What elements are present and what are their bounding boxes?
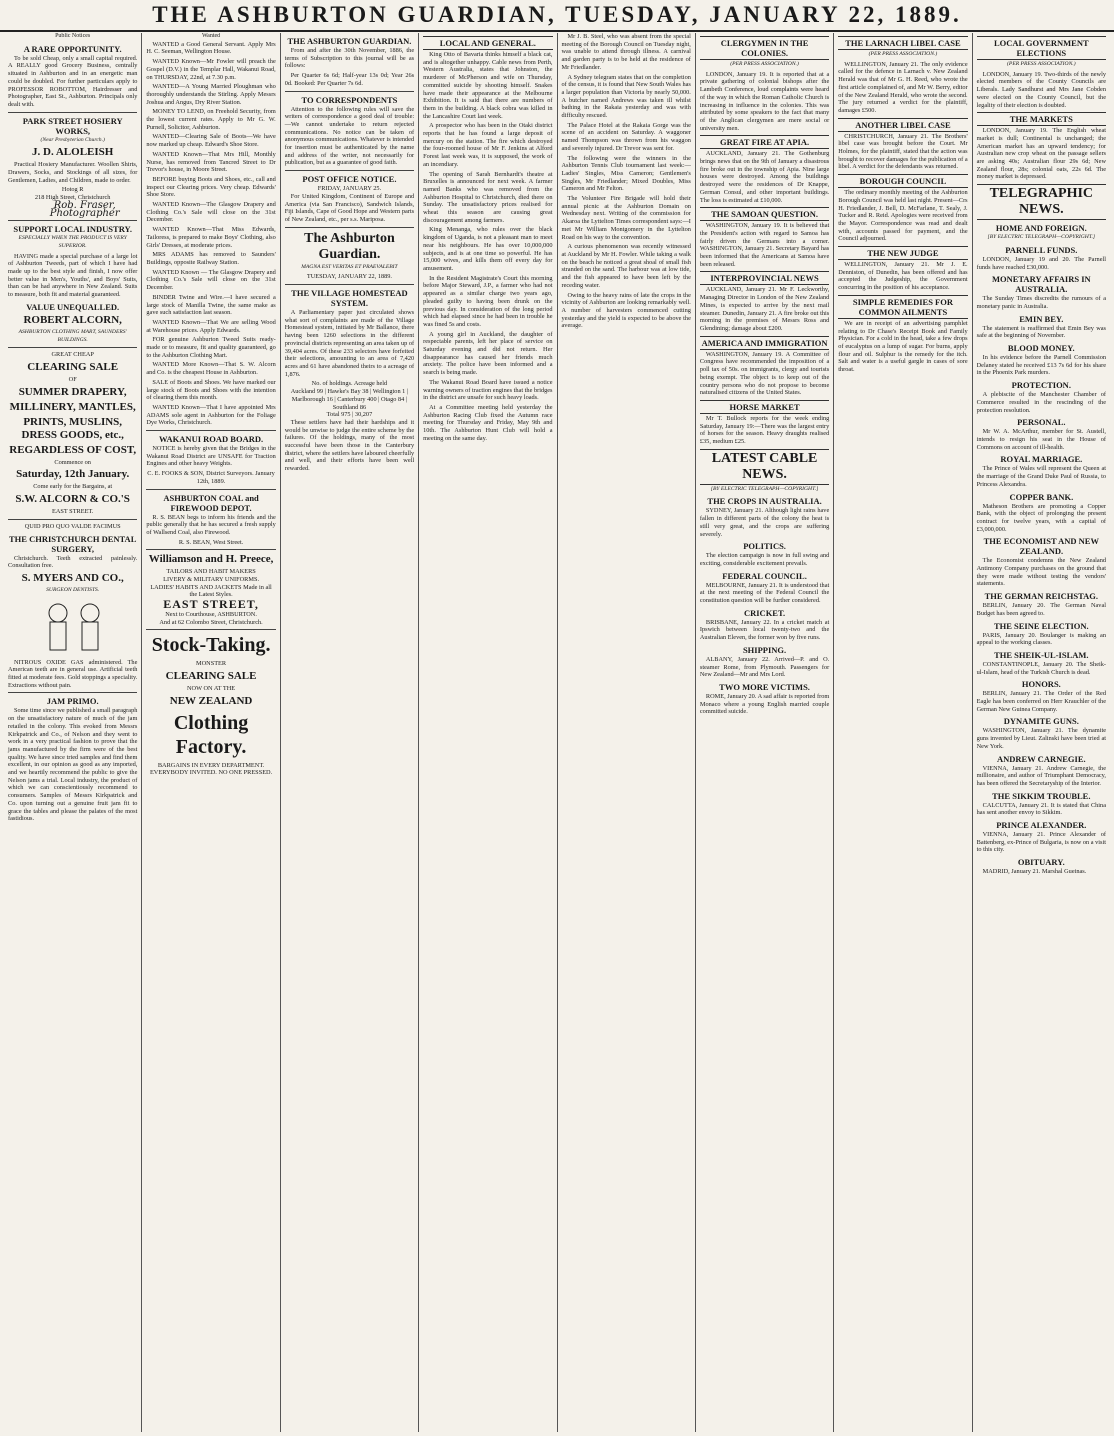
article-text: A Parliamentary paper just circulated shows what sort of complaints are made of the Village Homestead system, initiated by Mr Ballance, there having been 1260 selections in the different provincial districts representing an area taken up of 39,404 acres. Of these 233 selectors have forfeited their selections, amounting to an area of 7,420 acres and 61 have abandoned theirs to a acreage of 1,876. bbox=[284, 309, 415, 378]
article-text: AUCKLAND, January 21. Mr F. Leckworthy, Managing Director in London of the New Zealand Mines, is expected to arrive by the next mail steamer. Dunedin, January 21. A fire broke out this morning in the premises of Messrs Ross and Glendining; damage about £200. bbox=[699, 286, 830, 332]
headline: CRICKET. bbox=[743, 607, 786, 618]
article-text: Mr W. A. McArthur, member for St. Austell, intends to resign his seat in the House of Commons on account of ill-health. bbox=[976, 428, 1106, 451]
article-text: At a Committee meeting held yesterday the Ashburton Racing Club fixed the Autumn race meeting for Thursday and Friday, May 9th and 10th. The Ashburton Hunt Club will hold a meeting on the same day. bbox=[423, 403, 553, 442]
paper-title: The Ashburton Guardian. bbox=[304, 230, 395, 262]
article-text: A plebiscite of the Manchester Chamber of Commerce resulted in the rescinding of the protection resolution. bbox=[976, 391, 1106, 414]
headline: TWO MORE VICTIMS. bbox=[719, 681, 810, 692]
subheadline: ESPECIALLY WHEN THE PRODUCT IS VERY SUPERIOR. bbox=[18, 235, 127, 249]
divider bbox=[8, 692, 137, 693]
headline: INTERPROVINCIAL NEWS bbox=[700, 271, 829, 285]
article-text: The election campaign is now in full swing and exciting, considerable excitement prevails. bbox=[699, 552, 830, 567]
divider bbox=[8, 220, 137, 221]
subheadline: ASHBURTON CLOTHING MART, SAUNDERS' BUILDINGS. bbox=[18, 328, 127, 343]
headline: ANDREW CARNEGIE. bbox=[996, 753, 1086, 764]
divider bbox=[146, 430, 275, 431]
classified-ad: WANTED Known—That Mrs Hill, Monthly Nurse, has removed from Tancred Street to Dr Trevor's house, in Moore Street. bbox=[146, 150, 276, 174]
classified-ad: BINDER Twine and Wire.—I have secured a large stock of Manilla Twine, the same make as gave such satisfaction last season. bbox=[146, 293, 276, 317]
article-text: CHRISTCHURCH, January 21. The Brothers' libel case was brought before the Court. Mr Holmes, for the plaintiff, stated that the action was brought to recover damages for the publication of a libel. A verdict for the defendants was returned. bbox=[838, 132, 968, 171]
article-text: The following were the winners in the Ashburton Tennis Club tournament last week:—Ladies' Singles, Miss Cameron; Gentlemen's Singles, Mr Friedlander; Mixed Doubles, Miss Cameron and Mr Felton. bbox=[561, 154, 691, 193]
ad-text: NOW ON AT THE bbox=[187, 685, 236, 692]
subheadline: (PER PRESS ASSOCIATION.) bbox=[1007, 61, 1076, 67]
headline: THE VILLAGE HOMESTEAD SYSTEM. bbox=[291, 288, 408, 309]
headline: HONORS. bbox=[1021, 679, 1061, 690]
article-text: BERLIN, January 20. The German Naval Budget has been agreed to. bbox=[976, 602, 1106, 617]
headline: ROYAL MARRIAGE. bbox=[1000, 454, 1083, 465]
article-text: Owing to the heavy rains of late the crops in the vicinity of Ashburton are looking remarkably well. A number of harvesters commenced cutting yesterday and the yield is expected to be above the average. bbox=[561, 291, 691, 330]
article-text: King Otto of Bavaria thinks himself a black cat, and is altogether unhappy. Cable news from Perth, Western Australia, states that Johnston, the murderer of McPherson and wife on Thursday, committed suicide by shooting himself. Snakes have made their appearance at the Melbourne Exhibition. It is said that there are numbers of them in the building. A black cobra was killed in the Lancashire Court last week. bbox=[423, 51, 553, 120]
ad-text: GREAT CHEAP bbox=[51, 351, 94, 359]
classified-ad: WANTED—Clearing Sale of Boots—We have now marked up cheap. Edward's Shoe Store. bbox=[146, 133, 276, 149]
headline: BLOOD MONEY. bbox=[1007, 343, 1075, 354]
article-text: Matheson Brothers are promoting a Copper Bank, with the object of prolonging the present contract for twelve years, with a capital of £3,000,000. bbox=[976, 502, 1106, 533]
notice-signature: C. E. FOOKS & SON, District Surveyors. January 12th, 1889. bbox=[147, 470, 275, 485]
headline: PROTECTION. bbox=[1011, 380, 1071, 391]
ad-text: NITROUS OXIDE GAS administered. The American teeth are in general use. Artificial teeth fitted at moderate fees. Gold stoppings a speciality. Extractions without pain. bbox=[8, 658, 138, 689]
headline: A RARE OPPORTUNITY. bbox=[23, 43, 122, 54]
article-text: WASHINGTON, January 19. A Committee of Congress have recommended the imposition of a poll tax of 50s. on immigrants, clergy and tourists being exempt. The object is to keep out of the country persons who do not propose to become naturalised citizens of the United States. bbox=[699, 350, 830, 397]
classified-ad: FOR genuine Ashburton Tweed Suits ready-made or to measure, fit and quality guaranteed, go to the Ashburton Clothing Mart. bbox=[146, 336, 276, 359]
article-text: Mr J. B. Steel, who was absent from the special meeting of the Borough Council on Tuesday night, was unable to attend through illness. A carnival and garden party is to be held at the residence of Mr Friedlander. bbox=[561, 33, 691, 71]
article-text: WELLINGTON, January 21. Mr J. E. Denniston, of Dunedin, has been offered and has accepted the Judgeship, the Government concurring in the position of his acceptance. bbox=[838, 261, 968, 292]
article-text: A Sydney telegram states that on the completion of the census, it is found that New South Wales has a larger population than Victoria by nearly 50,000. A butcher named Andrews was taken ill whilst bathing in the Rakaia yesterday and was with difficulty rescued. bbox=[561, 73, 691, 120]
ad-text: LIVERY & MILITARY UNIFORMS. bbox=[163, 576, 260, 584]
ad-headline: Stock-Taking. bbox=[151, 634, 271, 657]
column-5 bbox=[558, 33, 696, 1432]
article-text: The Sunday Times discredits the rumours of a monetary panic in Australia. bbox=[976, 295, 1106, 310]
divider bbox=[146, 489, 275, 490]
article-text: In the Resident Magistrate's Court this morning before Major Steward, J.P., a farmer who had not appeared as a similar charge two years ago, pleaded guilty to having been drunk on the previous day. In consideration of the long period which had elapsed since he had been in trouble he was fined 5s and costs. bbox=[423, 274, 553, 328]
classified-ad: WANTED—A Young Married Ploughman who thoroughly understands the Stirling. Apply Messrs Joshua and Angus, Dry River Station. bbox=[146, 83, 276, 106]
article-text: BERLIN, January 21. The Order of the Red Eagle has been conferred on Herr Krauchler of the German New Guinea Company. bbox=[976, 690, 1106, 713]
article-text: The Volunteer Fire Brigade will hold their annual picnic at the Ashburton Domain on Wednesday next. Writing of the commission for Akaroa the Lyttelton Times correspondent says:—I met Mr William Montgomery in the Lyttelton Road on his way to the convention. bbox=[561, 195, 691, 241]
article-text: CONSTANTINOPLE, January 20. The Sheik-ul-Islam, head of the Turkish Church is dead. bbox=[976, 660, 1106, 676]
article-text: From and after the 30th November, 1886, the terms of Subscription to this journal will be as follows: bbox=[284, 47, 415, 70]
notice-text: NOTICE is hereby given that the Bridges in the Wakanui Road District are UNSAFE for Traction Engines and other heavy Weights. bbox=[146, 445, 276, 468]
divider bbox=[285, 227, 414, 228]
column-8 bbox=[973, 33, 1110, 1432]
table-total: Total 975 | 30,207 bbox=[326, 411, 373, 419]
ad-text: Commence on bbox=[54, 458, 91, 466]
ad-text: BARGAINS IN EVERY DEPARTMENT. bbox=[157, 761, 265, 769]
column-4 bbox=[419, 33, 557, 1432]
article-text: For United Kingdom, Continent of Europe and America (via San Francisco), Sandwich Islands, Fiji Islands, Cape of Good Hope and Western parts of New Zealand, etc., per s.s. Mariposa. bbox=[284, 192, 415, 223]
ad-text: R. S. BEAN begs to inform his friends and the public generally that he has secured a fresh supply of Wallsend Coal, also Firewood. bbox=[146, 513, 276, 536]
subheadline: (PER PRESS ASSOCIATION.) bbox=[868, 51, 938, 57]
article-text: LONDON, January 19. Two-thirds of the newly elected members of the County Councils are Liberals. Lady Sandhurst and Mrs Jane Cobden were elected on the County Council, but the legality of their election is doubted. bbox=[976, 70, 1106, 109]
subheadline: HOME AND FOREIGN. bbox=[995, 223, 1087, 234]
ad-headline: SUMMER DRAPERY, bbox=[18, 385, 127, 398]
classified-ad: MRS ADAMS has removed to Saunders' Buildings, opposite Railway Station. bbox=[146, 251, 276, 266]
ad-signature: R. S. BEAN, West Street. bbox=[178, 538, 244, 546]
headline: EMIN BEY. bbox=[1019, 313, 1064, 324]
headline: BOROUGH COUNCIL bbox=[838, 174, 967, 188]
ad-name: S. MYERS AND CO., bbox=[21, 571, 124, 584]
headline: ASHBURTON COAL and FIREWOOD DEPOT. bbox=[163, 492, 259, 513]
article-text: WASHINGTON, January 21. The dynamite guns invented by Lieut. Zalinski have been tried at New York. bbox=[976, 727, 1106, 750]
headline: THE GERMAN REICHSTAG. bbox=[984, 591, 1099, 602]
article-text: SYDNEY, January 21. Although light rains have fallen in different parts of the colony the heat is still very great, and the crops are suffering severely. bbox=[699, 507, 830, 538]
subheadline: (Near Presbyterian Church.) bbox=[40, 136, 105, 143]
ad-text: And at 62 Colombo Street, Christchurch. bbox=[159, 618, 263, 626]
issue-date: TUESDAY, JANUARY 22, 1889. bbox=[306, 273, 392, 281]
headline: THE SEINE ELECTION. bbox=[993, 620, 1089, 631]
headline: VALUE UNEQUALLED. bbox=[26, 301, 120, 312]
headline: THE CHRISTCHURCH DENTAL SURGERY, bbox=[9, 533, 137, 554]
ad-text: TAILORS AND HABIT MAKERS bbox=[166, 568, 256, 576]
headline: POLITICS. bbox=[743, 541, 786, 552]
ad-text: MILLINERY, MANTLES, bbox=[9, 400, 136, 413]
article-text: A curious phenomenon was recently witnessed at Auckland by Mr H. Fowler. While taking a walk on the beach he noticed a great shoal of small fish stranded on the sand. The harbour was at low tide, and the fish appeared to have been left by the receding water. bbox=[561, 243, 691, 289]
masthead-title: THE ASHBURTON GUARDIAN, TUESDAY, JANUARY 22, 1889. bbox=[152, 2, 962, 27]
divider bbox=[8, 347, 137, 348]
headline: THE SIKKIM TROUBLE. bbox=[992, 790, 1091, 801]
article-text: Attention to the following rules will save the writers of correspondence a good deal of trouble:—We cannot undertake to return rejected communications. No notice can be taken of anonymous communications. Whatever is intended for insertion must be authenticated by the name and address of the writer, not necessarily for publication, but as a guarantee of good faith. bbox=[284, 105, 415, 167]
headline: LOCAL AND GENERAL. bbox=[423, 36, 552, 50]
article-text: The Wakanui Road Board have issued a notice warning owners of traction engines that the bridges in the district are unsafe for such heavy loads. bbox=[423, 378, 553, 402]
headline: ANOTHER LIBEL CASE bbox=[838, 118, 967, 132]
headline: POST OFFICE NOTICE. bbox=[302, 174, 397, 185]
classified-ad: WANTED Known—The Glasgow Drapery and Clothing Co.'s Sale will close on the 31st December. bbox=[146, 201, 276, 224]
headline: DYNAMITE GUNS. bbox=[1003, 716, 1079, 727]
divider bbox=[285, 170, 414, 171]
article-text: These settlers have had their hardships and it would be unwise to judge the entire scheme by the failures. Of the holdings, many of the most successful have been those in the Canterbury district, where the settlers have laboured cheerfully and well, and their efforts have been well rewarded. bbox=[284, 418, 415, 473]
article-text: VIENNA, January 21. Andrew Carnegie, the millionaire, and author of Triumphant Democracy, has been offered the Secretaryship of the Interior. bbox=[976, 764, 1106, 787]
paper-motto: MAGNA EST VERITAS ET PRAEVALEBIT bbox=[301, 263, 398, 270]
ad-address: EAST STREET, bbox=[163, 597, 259, 612]
article-text: PARIS, January 20. Boulanger is making an appeal to the working classes. bbox=[976, 631, 1106, 647]
headline: THE MARKETS bbox=[977, 112, 1106, 126]
headline: MONETARY AFFAIRS IN AUSTRALIA. bbox=[991, 274, 1091, 295]
headline: SHIPPING. bbox=[742, 644, 787, 655]
ad-name: Williamson and H. Preece, bbox=[148, 553, 274, 566]
article-text: AUCKLAND, January 21. The Gothenburg brings news that on the 9th of January a disastrous fire broke out in the township of Apia. Nine large houses were destroyed. Among the buildings destroyed were the residences of Dr Knappe, German Consul, and other important buildings. The loss is estimated at £10,000. bbox=[699, 150, 830, 204]
divider bbox=[285, 284, 414, 285]
headline: TELEGRAPHIC NEWS. bbox=[977, 184, 1106, 220]
ad-text: REGARDLESS OF COST, bbox=[9, 443, 137, 456]
subheadline: SURGEON DENTISTS. bbox=[46, 586, 100, 593]
classified-ad: WANTED Known — The Glasgow Drapery and Clothing Co.'s Sale will close on the 31st December. bbox=[146, 268, 276, 292]
article-text: Some time since we published a small paragraph on the unsatisfactory nature of much of the jam retailed in the colony. This evoked from Messrs Kirkpatrick and Co., of Nelson and they went to work in a very practical fashion to prove that the jams manufactured by the firm were of the best quality. We have since tried samples and find them excellent, in our opinion as good as any imported, and we heartily recommend the public to give the Nelson jams a trial. Local industry, the product of which we can conscientiously recommend to consumers. Samples of Messrs Kirkpatrick and Co. upon turning out a genuine fruit jam fit to grace the tables and please the palates of the most fastidious. bbox=[8, 707, 138, 823]
headline: THE CROPS IN AUSTRALIA. bbox=[707, 496, 822, 507]
article-text: King Menanga, who rules over the black kingdom of Uganda, is not a pleasant man to meet near his neighbours. He has over 10,000,000 subjects, and is at one time so powerful. He has 15,000 wives, and kills them off every day for amusement. bbox=[423, 226, 553, 272]
article-text: CALCUTTA, January 21. It is stated that China has sent another envoy to Sikkim. bbox=[976, 801, 1106, 817]
headline: OBITUARY. bbox=[1017, 857, 1065, 868]
article-text: The Economist condemns the New Zealand Antimony Company purchases on the ground that they were made without testing the vendors' statements. bbox=[976, 557, 1106, 588]
article-text: ROME, January 20. A sad affair is reported from Monaco where a young English married couple committed suicide. bbox=[699, 692, 830, 716]
ad-name: S.W. ALCORN & CO.'S bbox=[15, 493, 130, 506]
headline: THE ECONOMIST AND NEW ZEALAND. bbox=[983, 536, 1099, 557]
headline: SIMPLE REMEDIES FOR COMMON AILMENTS bbox=[838, 295, 967, 319]
ad-text: PRINTS, MUSLINS, DRESS GOODS, etc., bbox=[21, 415, 124, 441]
classified-ad: WANTED More Known—That S. W. Alcorn and Co. is the cheapest House in Ashburton. bbox=[146, 361, 276, 377]
ad-text: Christchurch. Teeth extracted painlessly. Consultation free. bbox=[8, 554, 138, 570]
ad-text: NEW ZEALAND bbox=[169, 694, 253, 707]
ad-headline: CLEARING SALE bbox=[165, 670, 257, 682]
ad-address: 218 High Street, Christchurch bbox=[34, 194, 111, 202]
signature-logo: Rob. Fraser, Photographer bbox=[49, 199, 120, 219]
divider bbox=[8, 519, 137, 520]
subheadline: [BY ELECTRIC TELEGRAPH—COPYRIGHT.] bbox=[987, 234, 1096, 241]
article-text: LONDON, January 19 and 20. The Parnell funds have reached £30,000. bbox=[976, 255, 1106, 271]
ad-text: HAVING made a special purchase of a large lot of Ashburton Tweeds, part of which I have had made up to the best style and finish, I now offer better value in Men's, Youths', and Boys' Suits, than can be had anywhere in New Zealand. Suits to measure, both fit and material guaranteed. bbox=[8, 252, 138, 299]
headline: LOCAL GOVERNMENT ELECTIONS bbox=[977, 36, 1106, 60]
article-text: WASHINGTON, January 19. It is believed that the President's action with regard to Samoa has fairly driven the Germans into a corner. WASHINGTON, January 21. Secretary Bayard has been informed that the Americans at Samoa have been released. bbox=[699, 222, 830, 268]
article-text: WELLINGTON, January 21. The only evidence called for the defence in Larnach v. New Zealand Herald was that of Mr G. H. Reed, who wrote the first article complained of, and Mr W. Berry, editor of the New Zealand Herald, who wrote the second. The jury returned a verdict for the plaintiff, damages £500. bbox=[838, 60, 968, 114]
divider bbox=[8, 112, 137, 113]
headline: JAM PRIMO. bbox=[46, 696, 99, 707]
article-text: LONDON, January 19. The English wheat market is dull; Continental is unchanged; the American market has an upward tendency; for Australian new crop wheat on the passage sellers are asking 40s; Australian flour 29s 6d; New Zealand flour, 28s; colonial oats, 22s 6d. The money market is depressed. bbox=[976, 127, 1106, 181]
ad-text: LADIES' HABITS AND JACKETS Made in all the Latest Styles. bbox=[150, 583, 272, 599]
dentist-illustration bbox=[28, 597, 118, 657]
column-7 bbox=[834, 33, 972, 1432]
article-text: The Prince of Wales will represent the Queen at the marriage of the Grand Duke Paul of Russia, to Princess Alexandra. bbox=[976, 465, 1106, 488]
article-text: VIENNA, January 21. Prince Alexander of Battenberg, ex-Prince of Bulgaria, is now on a visit to this city. bbox=[976, 831, 1106, 854]
classified-ad: WANTED Known—That I have appointed Mrs ADAMS sole agent in Ashburton for the Foliage Dye Works, Christchurch. bbox=[146, 403, 276, 427]
article-text: The ordinary monthly meeting of the Ashburton Borough Council was held last night. Present—Crs H. Friedlander, J. Bell, D. McFarlane, T. Sealy, J. Tucker and R. Reid. Apologies were received from the Mayor. Correspondence was read and dealt with, accounts passed for payment, and the Council adjourned. bbox=[838, 189, 968, 243]
subheadline: (PER PRESS ASSOCIATION.) bbox=[730, 61, 799, 67]
headline: THE SAMOAN QUESTION. bbox=[700, 207, 829, 221]
article-text: BRISBANE, January 22. In a cricket match at Ipswich between local twenty-two and the Australian Eleven, the former won by five runs. bbox=[699, 618, 830, 642]
columns bbox=[4, 33, 1110, 1432]
article-text: To be sold Cheap, only a small capital required. A REALLY good Grocery Business, centrally situated in Ashburton and in an energetic man could be doubled. For further particulars apply to PROFESSOR ROBOTTOM, Hairdresser and Photographer, East St., Ashburton. Principals only dealt with. bbox=[8, 54, 138, 108]
article-text: In his evidence before the Parnell Commission Delaney stated he received £13 7s 6d for his share in the Phoenix Park murders. bbox=[976, 354, 1106, 377]
ad-address: EAST STREET. bbox=[51, 508, 94, 516]
ad-motto: QUID PRO QUO VALDE FACIMUS bbox=[24, 522, 121, 530]
ad-text: Come early for the Bargains, at bbox=[33, 483, 113, 491]
table-header: No. of holdings. Acreage held bbox=[311, 380, 388, 388]
photographer-ad bbox=[8, 186, 137, 217]
article-text: MELBOURNE, January 21. It is understood that at the next meeting of the Federal Council the constitution question will be further considered. bbox=[699, 581, 830, 605]
headline: LATEST CABLE NEWS. bbox=[700, 449, 829, 485]
classified-ad: MONEY TO LEND, on Freehold Security, from the lowest current rates. Apply to Mr G. W. Purnell, Solicitor, Ashburton. bbox=[146, 108, 276, 131]
ad-name: Hotog R bbox=[61, 186, 84, 194]
ad-text: Practical Hosiery Manufacturer. Woollen Shirts, Drawers, Socks, and Stockings of all sizes, for Gentlemen, Ladies, and Children, made to order. bbox=[8, 161, 138, 184]
classified-ad: WANTED Known—Mr Fowler will preach the Gospel (D.V.) in the Templar Hall, Wakanui Road, on THURSDAY, 22nd, at 7.30 p.m. bbox=[146, 58, 276, 81]
notice-date: FRIDAY, JANUARY 25. bbox=[317, 185, 382, 193]
classified-ad: WANTED a Good General Servant. Apply Mrs H. C. Seeman, Wellington House. bbox=[146, 40, 276, 56]
subheadline: [BY ELECTRIC TELEGRAPH—COPYRIGHT.] bbox=[710, 485, 819, 492]
article-text: ALBANY, January 22. Arrived—P. and O. steamer Rome, from Plymouth. Passengers for New Zealand—Mr and Mrs Lord. bbox=[699, 655, 830, 679]
headline: SUPPORT LOCAL INDUSTRY. bbox=[13, 224, 133, 235]
classified-ad: WANTED Known—That We are selling Wood at Warehouse prices. Apply Edwards. bbox=[146, 318, 276, 334]
ad-headline: Clothing Factory. bbox=[173, 711, 249, 758]
ad-name: ROBERT ALCORN, bbox=[23, 313, 122, 326]
article-text: LONDON, January 19. It is reported that at a private gathering of colonial bishops after the Lambeth Conference, loud complaints were heard of the way in which the Roman Catholic Church is increasing in influence in the colonies. This was attributed by some speakers to the fact that many of the Anglican clergymen are mere social or university men. bbox=[699, 70, 830, 132]
headline: TO CORRESPONDENTS bbox=[301, 94, 398, 105]
headline: HORSE MARKET bbox=[700, 400, 829, 414]
column-3 bbox=[281, 33, 419, 1432]
headline: THE LARNACH LIBEL CASE bbox=[838, 36, 967, 50]
headline: PARNELL FUNDS. bbox=[1005, 244, 1078, 255]
classified-ad: SALE of Boots and Shoes. We have marked our large stock of Boots and Shoes with the intention of clearing them this month. bbox=[146, 378, 276, 402]
headline: PERSONAL. bbox=[1017, 417, 1066, 428]
headline: AMERICA AND IMMIGRATION bbox=[701, 337, 828, 348]
article-text: The opening of Sarah Bernhardt's theatre at Bruxelles is announced for next week. A farmer named Banks who was removed from the Ashburton Hospital to Christchurch, died there on Sunday. The unsatisfactory prices realised for wheat this season are causing great discouragement among farmers. bbox=[423, 170, 553, 224]
headline: COPPER BANK. bbox=[1009, 491, 1074, 502]
headline: FEDERAL COUNCIL. bbox=[722, 570, 807, 581]
headline: THE SHEIK-UL-ISLAM. bbox=[994, 649, 1089, 660]
ad-text: MONSTER bbox=[196, 660, 227, 668]
divider bbox=[285, 91, 414, 92]
article-text: A young girl in Auckland, the daughter of respectable parents, left her place of service on Saturday evening and did not return. Her disappearance has caused her friends much anxiety. The police have been informed and a search is being made. bbox=[423, 330, 553, 377]
divider bbox=[146, 629, 275, 630]
headline: WAKANUI ROAD BOARD. bbox=[158, 434, 264, 445]
classified-ad: WANTED Known—That Miss Edwards, Tailoress, is prepared to make Boys' Clothing, also Girls' Dresses, at moderate prices. bbox=[146, 226, 276, 249]
table-rows: Auckland 99 | Hawke's Bay 38 | Wellington 1 | Marlborough 16 | Canterbury 400 | Otago 84 | Southland 86 bbox=[290, 388, 409, 411]
section-label: Public Notices bbox=[55, 33, 91, 39]
column-6 bbox=[696, 33, 834, 1432]
article-text: Mr T. Bullock reports for the week ending Saturday, January 19:—There was the largest entry of horses for the season. Heavy draughts realised £35, medium £25. bbox=[699, 414, 830, 446]
article-text: A prospector who has been in the Otaki district reports that he has found a large deposit of mercury on the station. The fire which destroyed the four-roomed house of Mr F. Jenkins at Alford Forest last week was, it is supposed, the work of an incendiary. bbox=[423, 122, 553, 168]
headline: THE NEW JUDGE bbox=[838, 246, 967, 260]
headline: PRINCE ALEXANDER. bbox=[996, 820, 1087, 831]
ad-name: J. D. ALOLEISH bbox=[32, 146, 114, 159]
article-text: The statement is reaffirmed that Emin Bey was safe at the beginning of November. bbox=[976, 324, 1106, 340]
article-text: The Palace Hotel at the Rakaia Gorge was the scene of an accident on Saturday. A waggoner named Thompson was thrown from his waggon and severely injured. Dr Trevor was sent for. bbox=[561, 121, 691, 152]
ad-text: OF bbox=[68, 375, 77, 383]
headline: CLERGYMEN IN THE COLONIES. bbox=[700, 36, 829, 60]
headline: PARK STREET HOSIERY WORKS, bbox=[22, 115, 123, 136]
ad-headline: CLEARING SALE bbox=[27, 360, 119, 373]
ad-date: Saturday, 12th January. bbox=[16, 468, 130, 481]
headline: THE ASHBURTON GUARDIAN. bbox=[287, 36, 412, 46]
article-text: MADRID, January 21. Marshal Gueinas. bbox=[982, 868, 1087, 876]
ad-text: Next to Courthouse, ASHBURTON. bbox=[165, 610, 257, 618]
classified-ad: BEFORE buying Boots and Shoes, etc., call and inspect our Clearing prices. Very cheap. Edwards' Shoe Store. bbox=[146, 175, 276, 199]
column-1 bbox=[4, 33, 142, 1432]
section-label: Wanted bbox=[201, 33, 221, 39]
subscription-terms: Per Quarter 6s 6d; Half-year 13s 0d; Year 26s 0d. Booked: Per Quarter 7s 6d. bbox=[284, 72, 415, 87]
headline: GREAT FIRE AT APIA. bbox=[700, 135, 829, 149]
column-2 bbox=[142, 33, 280, 1432]
ad-text: EVERYBODY INVITED. NO ONE PRESSED. bbox=[149, 769, 273, 777]
masthead bbox=[0, 0, 1114, 32]
divider bbox=[146, 549, 275, 550]
article-text: We are in receipt of an advertising pamphlet relating to Dr Chase's Receipt Book and Family Physician. For a cold in the head, take a few drops of eucalyptus on a lump of sugar. For burns, apply flour and oil. Sulphur is the remedy for the itch. Salt and water is a useful gargle in cases of sore throat. bbox=[838, 319, 968, 374]
